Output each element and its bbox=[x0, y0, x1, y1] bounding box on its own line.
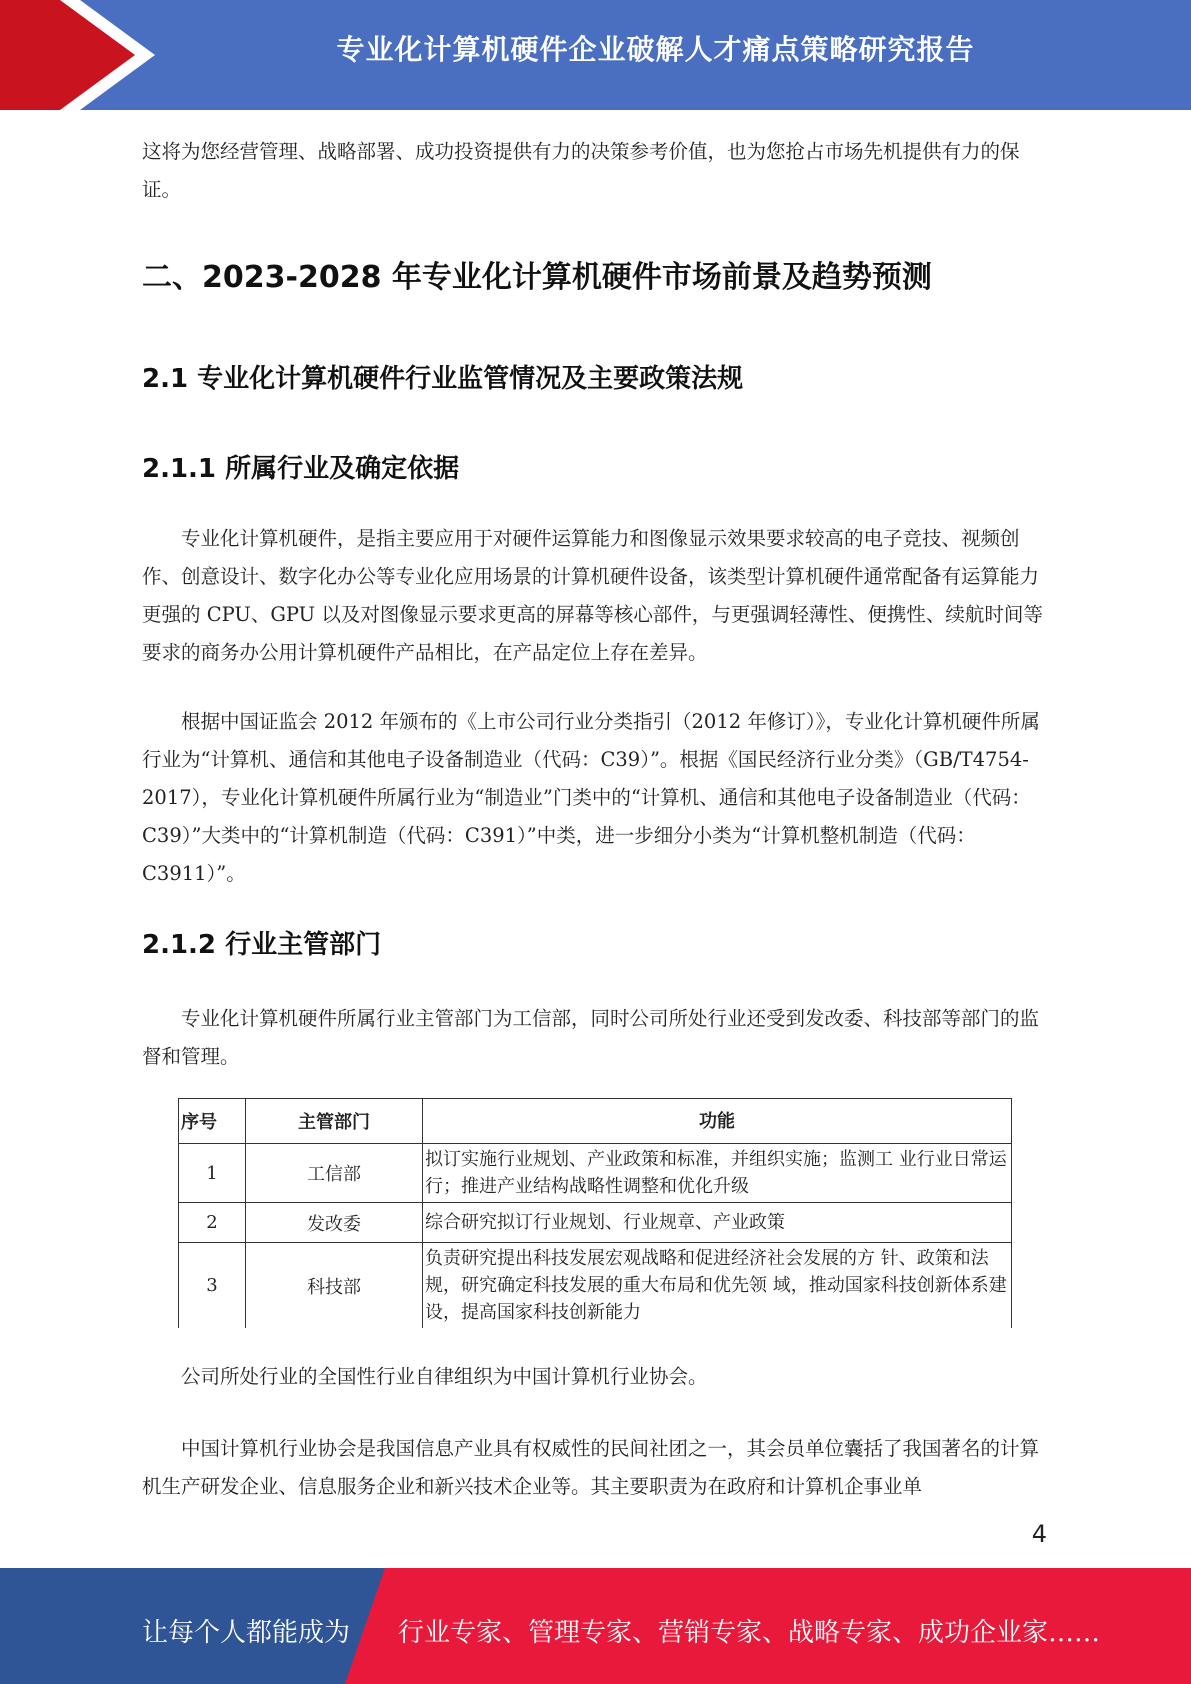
table-cell-no: 3 bbox=[179, 1243, 246, 1329]
table-row bbox=[179, 1203, 1012, 1243]
table-cell-dept: 发改委 bbox=[246, 1203, 423, 1243]
paragraph-association-detail: 中国计算机行业协会是我国信息产业具有权威性的民间社团之一，其会员单位囊括了我国著名的计算机生产研发企业、信息服务企业和新兴技术企业等。其主要职责为在政府和计算机企事业单 bbox=[142, 1437, 1040, 1498]
regulator-table bbox=[178, 1098, 1012, 1328]
table-cell-function: 负责研究提出科技发展宏观战略和促进经济社会发展的方 针、政策和法规，研究确定科技发展的重大布局和优先领 域，推动国家科技创新体系建设，提高国家科技创新能力 bbox=[423, 1243, 1012, 1329]
footer-banner bbox=[0, 1568, 1191, 1684]
paragraph-association: 公司所处行业的全国性行业自律组织为中国计算机行业协会。 bbox=[181, 1365, 708, 1388]
table-cell-function: 综合研究拟订行业规划、行业规章、产业政策 bbox=[423, 1203, 1012, 1243]
table-cell-dept: 科技部 bbox=[246, 1243, 423, 1329]
footer-slogan-right: 行业专家、管理专家、营销专家、战略专家、成功企业家…… bbox=[398, 1618, 1101, 1648]
intro-paragraph: 这将为您经营管理、战略部署、成功投资提供有力的决策参考价值，也为您抢占市场先机提供有力的保证。 bbox=[142, 140, 1020, 201]
section-2-1-2-heading: 2.1.2 行业主管部门 bbox=[142, 930, 382, 960]
footer-slogan-left: 让每个人都能成为 bbox=[142, 1618, 351, 1648]
table-row bbox=[179, 1144, 1012, 1203]
report-title: 专业化计算机硬件企业破解人才痛点策略研究报告 bbox=[336, 33, 975, 66]
header-banner bbox=[0, 0, 1191, 110]
table-header-dept: 主管部门 bbox=[246, 1099, 423, 1144]
section-2-heading: 二、2023-2028 年专业化计算机硬件市场前景及趋势预测 bbox=[142, 260, 932, 295]
paragraph-regulators: 专业化计算机硬件所属行业主管部门为工信部，同时公司所处行业还受到发改委、科技部等部门的监督和管理。 bbox=[142, 1007, 1040, 1068]
table-header-function: 功能 bbox=[423, 1099, 1012, 1144]
header-red-arrow-decoration bbox=[0, 0, 140, 110]
paragraph-definition: 专业化计算机硬件，是指主要应用于对硬件运算能力和图像显示效果要求较高的电子竞技、视频创作、创意设计、数字化办公等专业化应用场景的计算机硬件设备，该类型计算机硬件通常配备有运算能力更强的 CPU、GPU 以及对图像显示要求更高的屏幕等核心部件，与更强调轻薄性、便携性、续航时间等要求的商务办公用计算机硬件产品相比，在产品定位上存在差异。 bbox=[142, 527, 1043, 664]
table-cell-no: 2 bbox=[179, 1203, 246, 1243]
section-2-1-1-heading: 2.1.1 所属行业及确定依据 bbox=[142, 454, 460, 484]
paragraph-classification: 根据中国证监会 2012 年颁布的《上市公司行业分类指引（2012 年修订）》，专业化计算机硬件所属行业为“计算机、通信和其他电子设备制造业（代码：C39）”。根据《国民经济行业分类》（GB/T4754-2017），专业化计算机硬件所属行业为“制造业”门类中的“计算机、通信和其他电子设备制造业（代码：C39）”大类中的“计算机制造（代码：C391）”中类，进一步细分小类为“计算机整机制造（代码：C3911）”。 bbox=[142, 710, 1040, 885]
table-header-row bbox=[179, 1099, 1012, 1144]
table-cell-dept: 工信部 bbox=[246, 1144, 423, 1203]
table-header-no: 序号 bbox=[179, 1099, 246, 1144]
table-row bbox=[179, 1243, 1012, 1329]
section-2-1-heading: 2.1 专业化计算机硬件行业监管情况及主要政策法规 bbox=[142, 364, 744, 394]
table-cell-no: 1 bbox=[179, 1144, 246, 1203]
table-cell-function: 拟订实施行业规划、产业政策和标准，并组织实施；监测工 业行业日常运行；推进产业结构战略性调整和优化升级 bbox=[423, 1144, 1012, 1203]
page-number: 4 bbox=[1031, 1520, 1047, 1548]
